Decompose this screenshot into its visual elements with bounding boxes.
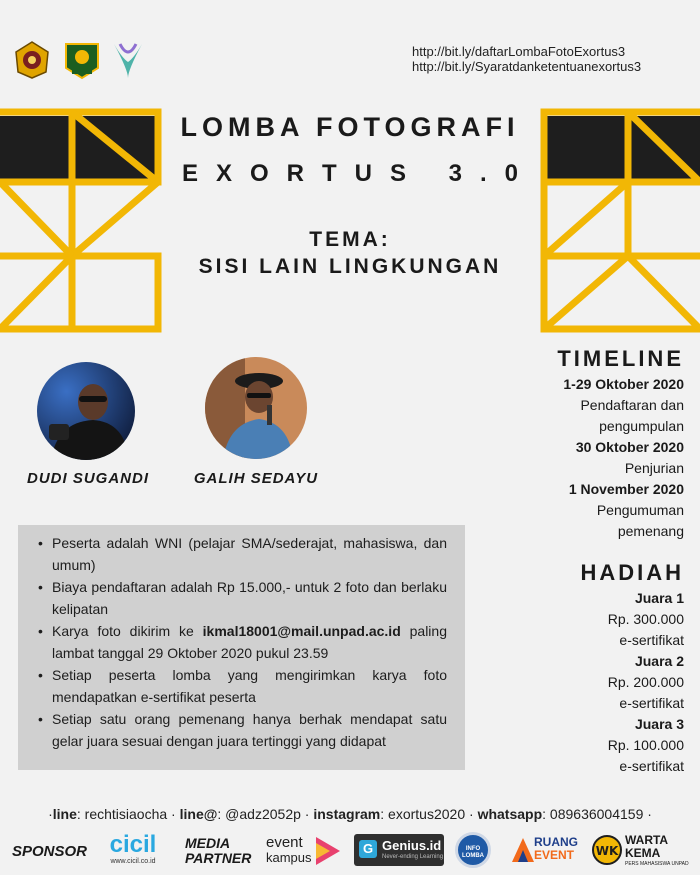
contact-sep: · <box>167 806 180 822</box>
event-title: LOMBA FOTOGRAFI <box>180 112 520 142</box>
rule-item-email <box>38 621 447 664</box>
prize-amount: Rp. 100.000 <box>607 737 684 753</box>
cicil-text: cicil <box>109 831 157 858</box>
timeline-desc: pemenang <box>617 523 684 539</box>
info-lomba-text: INFO LOMBA <box>462 846 484 859</box>
rule-item: • Setiap satu orang pemenang hanya berhak mendapat satu gelar juara sesuai dengan juara tertinggi yang didapat <box>38 709 447 752</box>
eventkampus-mark-icon <box>316 837 340 865</box>
contact-whatsapp-value[interactable]: : 089636004159 <box>542 806 644 822</box>
contact-line-label: line <box>52 806 77 822</box>
submission-email[interactable]: ikmal18001@mail.unpad.ac.id <box>202 623 401 639</box>
timeline-desc: pengumpulan <box>599 418 684 434</box>
timeline-desc: Pendaftaran dan <box>580 397 684 413</box>
cicil-logo <box>106 832 160 865</box>
unpad-seal-logo <box>12 40 52 80</box>
timeline-desc: Pengumuman <box>596 502 684 518</box>
right-geometric-decoration <box>540 108 700 333</box>
media-partner-label <box>185 836 251 866</box>
media-label-2: PARTNER <box>185 850 252 866</box>
contact-sep: · <box>465 806 478 822</box>
ruang-event-mark-icon <box>512 838 534 862</box>
theme-text: SISI LAIN LINGKUNGAN <box>198 255 502 278</box>
genius-sub: Never-ending Learning <box>382 854 444 860</box>
contact-lineat-value[interactable]: : @adz2052p <box>217 806 301 822</box>
exortus-logo <box>108 40 148 80</box>
warta-kema-mark-icon <box>592 835 622 865</box>
rules-list <box>38 533 447 752</box>
judge-dudi-photo <box>37 362 135 460</box>
rule-item: • Biaya pendaftaran adalah Rp 15.000,- untuk 2 foto dan berlaku kelipatan <box>38 577 447 620</box>
contact-line-value[interactable]: : rechtisiaocha <box>76 806 168 822</box>
contact-instagram-value[interactable]: : exortus2020 <box>380 806 466 822</box>
prize-heading: HADIAH <box>580 560 684 585</box>
prize-rank: Juara 3 <box>634 716 684 732</box>
contact-sep: · <box>643 806 652 822</box>
rules-panel <box>18 525 465 770</box>
judge-name-dudi: DUDI SUGANDI <box>26 470 149 487</box>
eventkampus-text-1: event <box>266 834 303 851</box>
sponsor-row <box>0 832 700 872</box>
unpad-faculty-logo <box>62 40 102 80</box>
contact-sep: · <box>300 806 314 822</box>
svg-text:WK: WK <box>595 844 619 858</box>
rule-item: • Peserta adalah WNI (pelajar SMA/sederajat, mahasiswa, dan umum) <box>38 533 447 576</box>
contact-line <box>0 806 700 822</box>
link-syarat[interactable]: http://bit.ly/Syaratdanketentuanexortus3 <box>412 59 642 74</box>
sponsor-label: SPONSOR <box>12 843 88 860</box>
timeline-desc: Penjurian <box>624 460 684 476</box>
rule-item: • Setiap peserta lomba yang mengirimkan karya foto mendapatkan e-sertifikat peserta <box>38 665 447 708</box>
timeline-heading: TIMELINE <box>557 346 684 371</box>
rule-email-after: paling lambat tanggal 29 Oktober 2020 pukul 23.59 <box>52 623 447 661</box>
left-geometric-decoration <box>0 108 162 333</box>
link-daftar[interactable]: http://bit.ly/daftarLombaFotoExortus3 <box>412 44 626 59</box>
prize-amount: Rp. 300.000 <box>607 611 684 627</box>
prize-extra: e-sertifikat <box>619 758 684 774</box>
timeline-date: 30 Oktober 2020 <box>575 439 684 455</box>
prize-amount: Rp. 200.000 <box>607 674 684 690</box>
genius-logo <box>354 834 444 866</box>
judge-name-galih: GALIH SEDAYU <box>193 470 319 487</box>
contact-instagram-label: instagram <box>313 806 381 822</box>
event-kampus-logo <box>266 835 342 865</box>
prize-rank: Juara 1 <box>634 590 684 606</box>
media-label-1: MEDIA <box>185 835 231 851</box>
theme-label: TEMA: <box>309 228 391 251</box>
ruang-event-text: EVENT <box>534 848 575 862</box>
info-lomba-logo <box>455 832 491 868</box>
prize-rank: Juara 2 <box>634 653 684 669</box>
genius-text: Genius.id <box>382 838 442 853</box>
rule-email-before: Karya foto dikirim ke <box>52 623 203 639</box>
eventkampus-text-2: kampus <box>266 850 312 865</box>
ruang-text: RUANG <box>534 835 578 849</box>
warta-text-2: KEMA <box>625 846 661 860</box>
warta-text-1: WARTA <box>625 833 669 847</box>
genius-g-icon: G <box>359 840 377 858</box>
timeline-section <box>557 346 684 542</box>
cicil-sub: www.cicil.co.id <box>110 858 156 865</box>
registration-links <box>412 44 641 74</box>
contact-lineat-label: line@ <box>179 806 218 822</box>
prize-extra: e-sertifikat <box>619 632 684 648</box>
event-subtitle: EXORTUS 3.0 <box>181 160 537 187</box>
warta-sub: PERS MAHASISWA UNPAD <box>625 861 689 867</box>
contact-sep: · <box>48 806 53 822</box>
timeline-date: 1-29 Oktober 2020 <box>563 376 684 392</box>
timeline-date: 1 November 2020 <box>568 481 684 497</box>
prize-section <box>580 560 684 777</box>
judge-galih-photo <box>205 357 307 459</box>
prize-extra: e-sertifikat <box>619 695 684 711</box>
contact-whatsapp-label: whatsapp <box>477 806 543 822</box>
